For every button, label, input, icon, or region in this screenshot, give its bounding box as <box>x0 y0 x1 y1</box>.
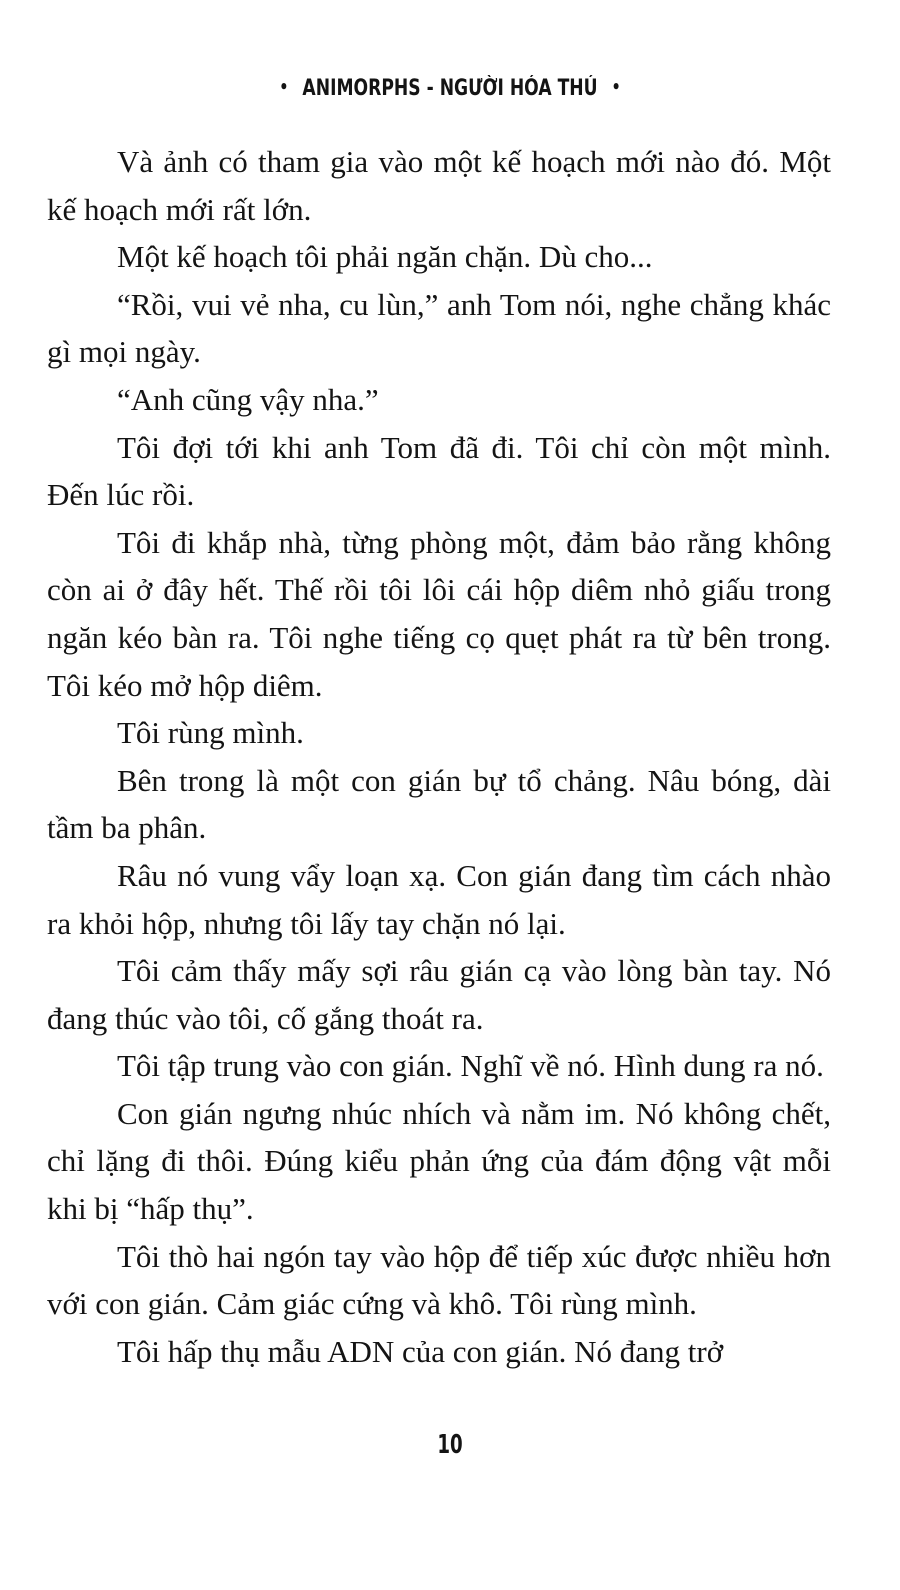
paragraph: Một kế hoạch tôi phải ngăn chặn. Dù cho... <box>117 239 653 275</box>
paragraph: Tôi rùng mình. <box>117 715 304 751</box>
running-header <box>99 76 801 101</box>
paragraph: Bên trong là một con gián bự tổ chảng. Nâu bóng, dài tầm ba phân. <box>47 762 831 846</box>
paragraph: Tôi thò hai ngón tay vào hộp để tiếp xúc được nhiều hơn với con gián. Cảm giác cứng và khô. Tôi rùng mình. <box>47 1238 831 1322</box>
header-title: ANIMORPHS - NGƯỜI HÓA THÚ <box>302 76 598 101</box>
paragraph: Tôi đợi tới khi anh Tom đã đi. Tôi chỉ còn một mình. Đến lúc rồi. <box>47 429 831 513</box>
header-bullet-right: • <box>611 77 621 98</box>
paragraph: “Rồi, vui vẻ nha, cu lùn,” anh Tom nói, nghe chẳng khác gì mọi ngày. <box>47 286 831 370</box>
paragraph: Tôi hấp thụ mẫu ADN của con gián. Nó đang trở <box>117 1333 724 1369</box>
paragraph: Tôi tập trung vào con gián. Nghĩ về nó. Hình dung ra nó. <box>117 1048 824 1084</box>
paragraph: Và ảnh có tham gia vào một kế hoạch mới nào đó. Một kế hoạch mới rất lớn. <box>47 144 831 227</box>
paragraph: Con gián ngưng nhúc nhích và nằm im. Nó không chết, chỉ lặng đi thôi. Đúng kiểu phản ứng của đám động vật mỗi khi bị “hấp thụ”. <box>47 1095 831 1227</box>
header-bullet-left: • <box>279 77 289 98</box>
paragraph: “Anh cũng vậy nha.” <box>117 381 379 417</box>
paragraph: Râu nó vung vẩy loạn xạ. Con gián đang tìm cách nhào ra khỏi hộp, nhưng tôi lấy tay chặn nó lại. <box>47 857 831 941</box>
paragraph: Tôi cảm thấy mấy sợi râu gián cạ vào lòng bàn tay. Nó đang thúc vào tôi, cố gắng thoát ra. <box>47 953 831 1036</box>
paragraph: Tôi đi khắp nhà, từng phòng một, đảm bảo rằng không còn ai ở đây hết. Thế rồi tôi lôi cái hộp diêm nhỏ giấu trong ngăn kéo bàn ra. Tôi nghe tiếng cọ quẹt phát ra từ bên trong. Tôi kéo mở hộp diêm. <box>47 524 831 703</box>
page-number: 10 <box>437 1430 463 1460</box>
body-text <box>47 138 831 1375</box>
